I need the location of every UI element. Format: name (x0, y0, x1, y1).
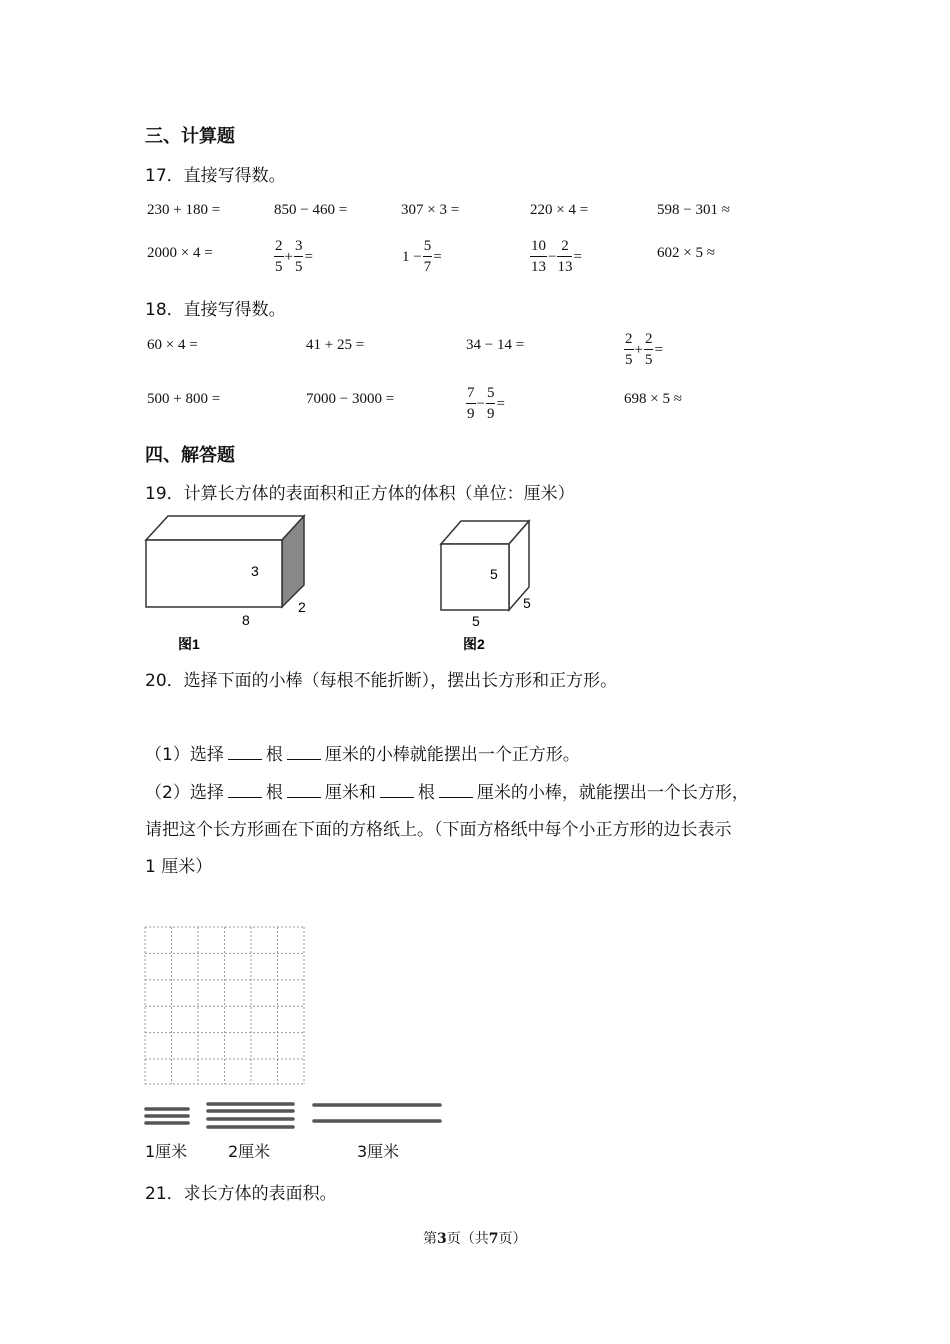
question-21-stem: 21．求长方体的表面积。 (145, 1184, 337, 1204)
section-title: 四、解答题 (145, 445, 235, 466)
question-18-stem: 18．直接写得数。 (145, 300, 286, 320)
q18-fraction-expr-2: $\frac{7}{9}$ − $\frac{5}{9}$ = (467, 385, 505, 422)
q18-expr-3: 34 − 14 = (466, 337, 525, 353)
figure-1-caption: 图1 (178, 636, 200, 652)
cube-bottom-label: 5 (472, 613, 480, 629)
answer-blank[interactable] (380, 783, 414, 798)
q17-expr-6: 2000 × 4 = (147, 245, 213, 261)
cuboid-length-label: 8 (242, 612, 250, 628)
answer-blank[interactable] (287, 745, 321, 760)
stick-label-3cm: 3厘米 (357, 1142, 400, 1161)
q18-expr-2: 41 + 25 = (306, 337, 365, 353)
stick-label-1cm: 1厘米 (145, 1142, 188, 1161)
q18-expr-5: 7000 − 3000 = (306, 391, 395, 407)
q20-part-2-line-3: 1 厘米） (145, 857, 213, 877)
q17-expr-2: 850 − 460 = (274, 202, 348, 218)
q18-expr-4: 500 + 800 = (147, 391, 221, 407)
cuboid-height-label: 3 (251, 563, 259, 579)
answer-blank[interactable] (439, 783, 473, 798)
question-20-stem: 20．选择下面的小棒（每根不能折断），摆出长方形和正方形。 (145, 671, 618, 691)
grid-paper[interactable] (144, 926, 306, 1086)
q20-part-1: （1）选择 根 厘米的小棒就能摆出一个正方形。 (145, 745, 580, 765)
q17-expr-3: 307 × 3 = (401, 202, 460, 218)
question-19-stem: 19．计算长方体的表面积和正方体的体积（单位：厘米） (145, 484, 575, 504)
q17-fraction-expr-2: 1 − $\frac{5}{7}$ = (402, 238, 442, 275)
q17-fraction-expr-1: $\frac{2}{5}$ + $\frac{3}{5}$ = (275, 238, 313, 275)
figure-2-caption: 图2 (463, 636, 485, 652)
q17-expr-7: 602 × 5 ≈ (657, 245, 715, 261)
q17-fraction-expr-3: $\frac{10}{13}$ − $\frac{2}{13}$ = (531, 238, 582, 275)
q20-part-2: （2）选择 根 厘米和 根 厘米的小棒，就能摆出一个长方形， (145, 783, 749, 803)
answer-blank[interactable] (228, 783, 262, 798)
section-title: 三、计算题 (145, 126, 235, 147)
q17-expr-5: 598 − 301 ≈ (657, 202, 730, 218)
q17-expr-1: 230 + 180 = (147, 202, 221, 218)
sticks-figure (143, 1100, 448, 1136)
cube-figure (435, 515, 545, 655)
cuboid-figure (140, 510, 315, 655)
q18-expr-1: 60 × 4 = (147, 337, 198, 353)
q20-part-2-line-2: 请把这个长方形画在下面的方格纸上。（下面方格纸中每个小正方形的边长表示 (145, 820, 732, 840)
stick-label-2cm: 2厘米 (228, 1142, 271, 1161)
q18-fraction-expr-1: $\frac{2}{5}$ + $\frac{2}{5}$ = (625, 331, 663, 368)
q17-expr-4: 220 × 4 = (530, 202, 589, 218)
cuboid-depth-label: 2 (298, 599, 306, 615)
cube-side-label: 5 (523, 595, 531, 611)
page-footer: 第3页（共7页） (423, 1231, 527, 1247)
q18-expr-6: 698 × 5 ≈ (624, 391, 682, 407)
answer-blank[interactable] (228, 745, 262, 760)
question-17-stem: 17．直接写得数。 (145, 166, 286, 186)
cube-front-label: 5 (490, 566, 498, 582)
answer-blank[interactable] (287, 783, 321, 798)
